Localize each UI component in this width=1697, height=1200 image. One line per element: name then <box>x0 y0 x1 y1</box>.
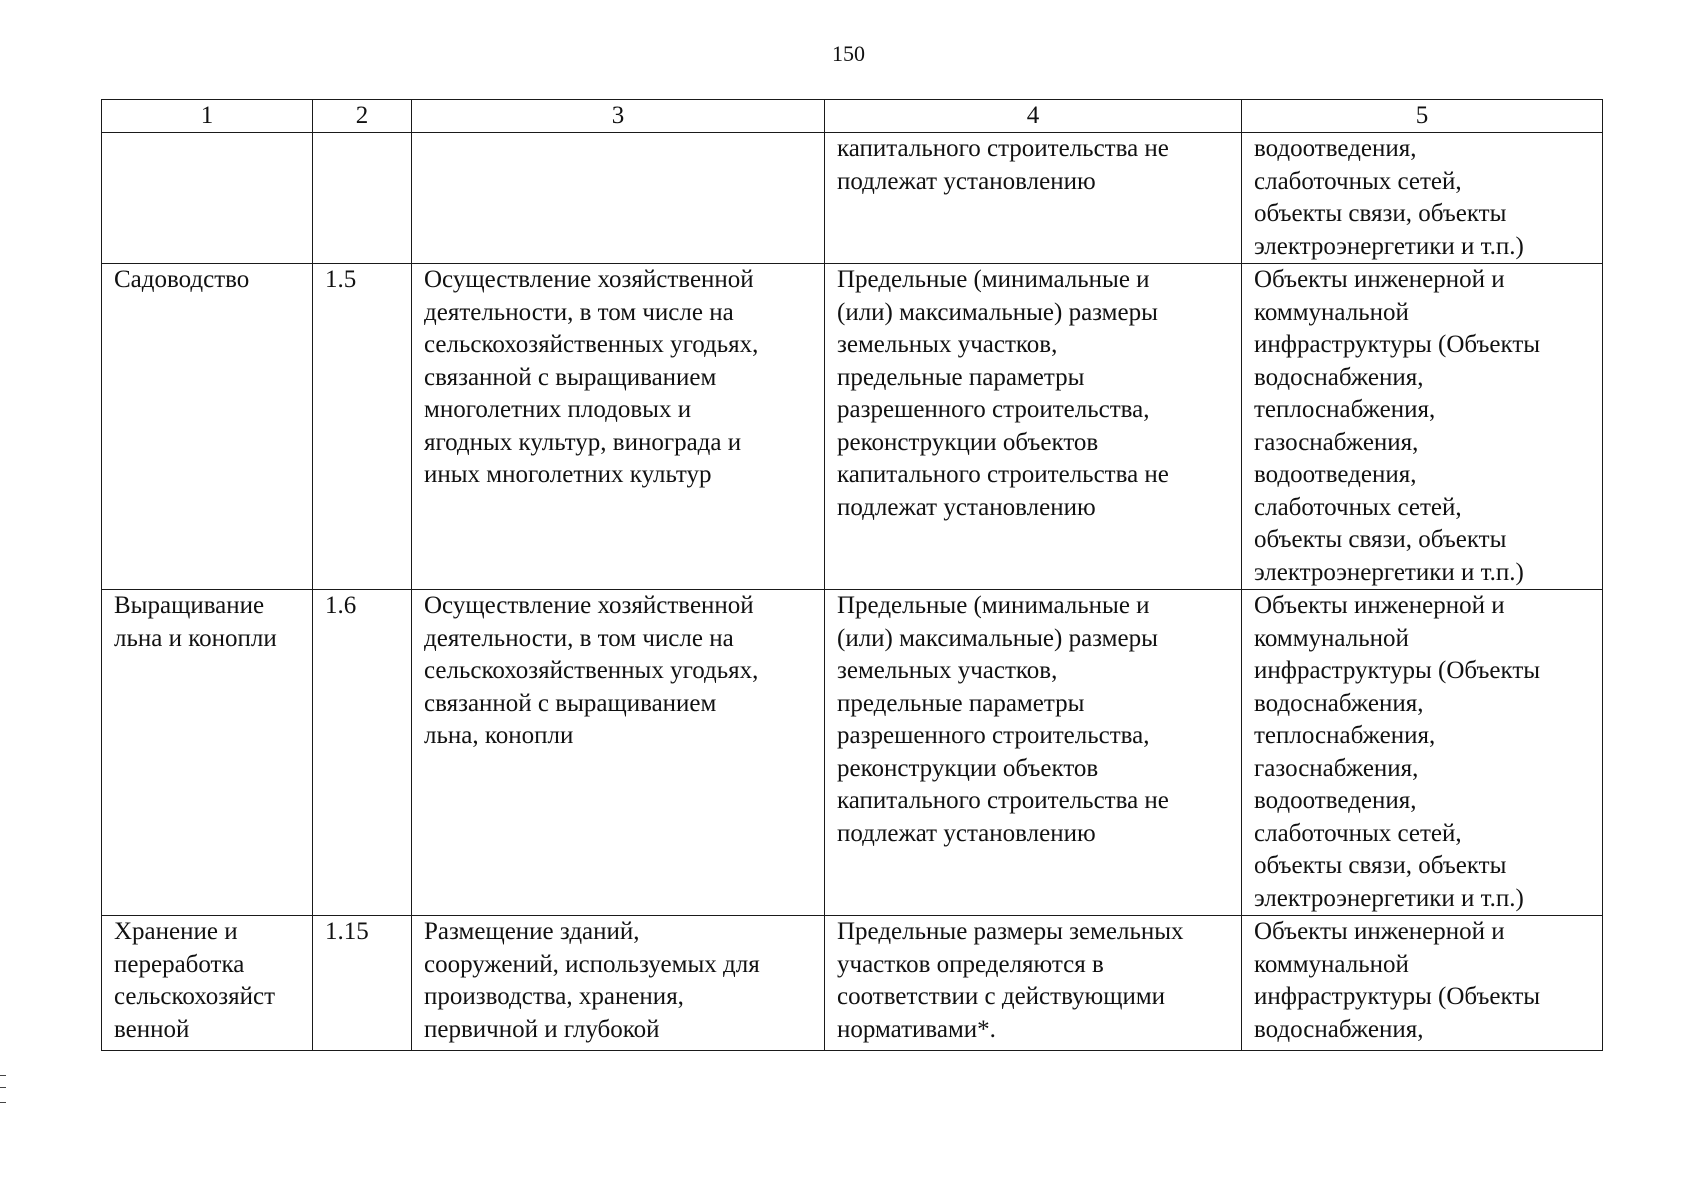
parameters-cell <box>825 590 1242 916</box>
page-number: 150 <box>832 41 865 66</box>
code-cell <box>313 264 412 590</box>
description-cell <box>412 264 825 590</box>
use-type-text: Садоводство <box>114 266 250 293</box>
table-header-row <box>102 100 1603 133</box>
land-use-table <box>101 99 1603 1051</box>
column-header: 2 <box>313 100 412 133</box>
description-cell <box>412 916 825 1051</box>
code-cell <box>313 133 412 264</box>
code-cell <box>313 590 412 916</box>
column-header: 1 <box>102 100 313 133</box>
parameters-cell <box>825 264 1242 590</box>
infrastructure-cell <box>1242 133 1603 264</box>
column-header: 4 <box>825 100 1242 133</box>
use-type-text: Выращивание льна и конопли <box>114 592 277 652</box>
parameters-text: Предельные (минимальные и (или) максимальные) размеры земельных участков, предельные параметры разрешенного строительства, реконструкции объектов капитального строительства не подлежат установлению <box>837 266 1169 521</box>
infrastructure-text: Объекты инженерной и коммунальной инфраструктуры (Объекты водоснабжения, теплоснабжения, газоснабжения, водоотведения, слаботочных сетей, объекты связи, объекты электроэнергетики и т.п.) <box>1254 592 1541 912</box>
infrastructure-text: Объекты инженерной и коммунальной инфраструктуры (Объекты водоснабжения, <box>1254 918 1541 1043</box>
binding-mark <box>0 1075 6 1103</box>
use-type-text: Хранение и переработка сельскохозяйст венной <box>114 918 276 1043</box>
infrastructure-text: Объекты инженерной и коммунальной инфраструктуры (Объекты водоснабжения, теплоснабжения, газоснабжения, водоотведения, слаботочных сетей, объекты связи, объекты электроэнергетики и т.п.) <box>1254 266 1541 586</box>
infrastructure-cell <box>1242 916 1603 1051</box>
table-row <box>102 133 1603 264</box>
code-text: 1.5 <box>325 266 357 293</box>
parameters-text: Предельные размеры земельных участков определяются в соответствии с действующими нормативами*. <box>837 918 1184 1043</box>
use-type-cell <box>102 590 313 916</box>
parameters-text: Предельные (минимальные и (или) максимальные) размеры земельных участков, предельные параметры разрешенного строительства, реконструкции объектов капитального строительства не подлежат установлению <box>837 592 1169 847</box>
code-text: 1.6 <box>325 592 357 619</box>
description-cell <box>412 590 825 916</box>
description-text: Осуществление хозяйственной деятельности, в том числе на сельскохозяйственных угодьях, связанной с выращиванием многолетних плодовых и ягодных культур, винограда и иных многолетних культур <box>424 266 759 488</box>
table-row <box>102 916 1603 1051</box>
use-type-cell <box>102 916 313 1051</box>
description-text: Осуществление хозяйственной деятельности, в том числе на сельскохозяйственных угодьях, связанной с выращиванием льна, конопли <box>424 592 759 749</box>
column-header: 5 <box>1242 100 1603 133</box>
use-type-cell <box>102 264 313 590</box>
use-type-cell <box>102 133 313 264</box>
table-row <box>102 264 1603 590</box>
description-text: Размещение зданий, сооружений, используемых для производства, хранения, первичной и глубокой <box>424 918 760 1043</box>
parameters-cell <box>825 133 1242 264</box>
description-cell <box>412 133 825 264</box>
infrastructure-cell <box>1242 264 1603 590</box>
table-row <box>102 590 1603 916</box>
code-text: 1.15 <box>325 918 369 945</box>
infrastructure-text: водоотведения, слаботочных сетей, объекты связи, объекты электроэнергетики и т.п.) <box>1254 135 1524 260</box>
column-header: 3 <box>412 100 825 133</box>
infrastructure-cell <box>1242 590 1603 916</box>
code-cell <box>313 916 412 1051</box>
parameters-text: капитального строительства не подлежат установлению <box>837 135 1169 195</box>
parameters-cell <box>825 916 1242 1051</box>
